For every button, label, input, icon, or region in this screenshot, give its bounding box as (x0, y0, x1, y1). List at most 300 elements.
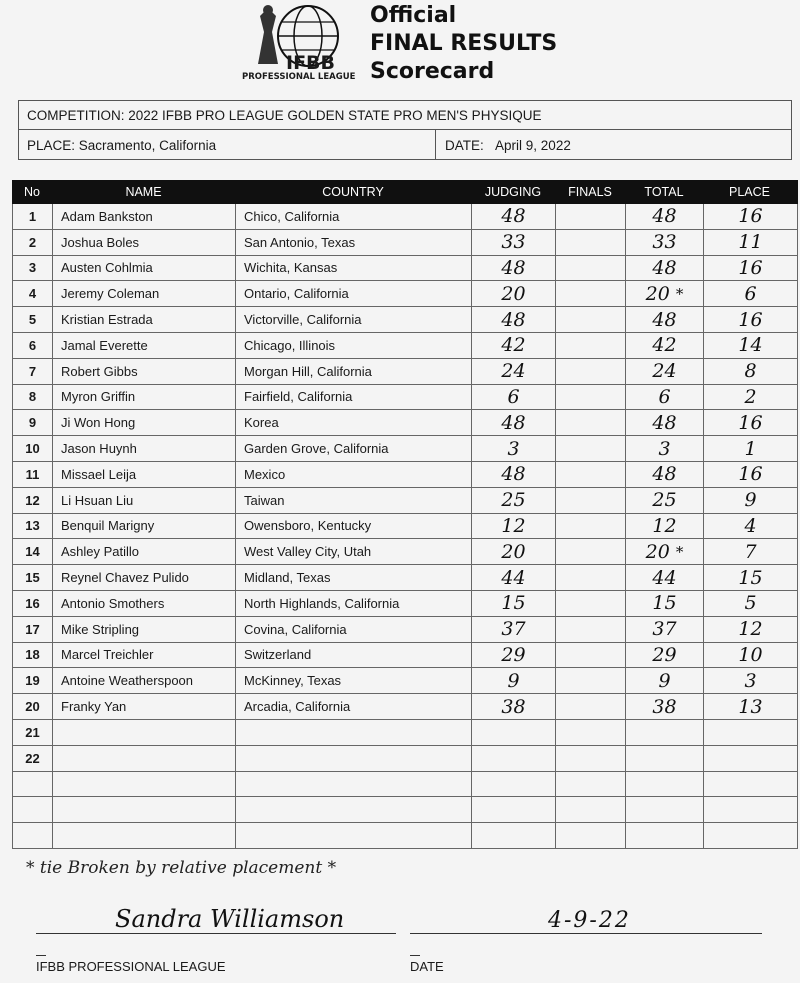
placing (704, 488, 797, 513)
finals-score (556, 823, 626, 848)
judging-score (472, 281, 556, 306)
finals-score (556, 643, 626, 668)
competitor-name-value: Mike Stripling (61, 621, 140, 637)
judging-score (472, 359, 556, 384)
title-line-2: FINAL RESULTS (370, 31, 558, 56)
total-score (626, 385, 704, 410)
competitor-country-value: Midland, Texas (244, 570, 331, 586)
total-score-value: 38 (652, 695, 677, 718)
competitor-country (236, 643, 472, 668)
total-score (626, 539, 704, 564)
placing-value: 16 (738, 205, 763, 228)
row-number (13, 591, 53, 616)
competitor-country (236, 204, 472, 229)
row-number-value: 5 (28, 312, 37, 328)
row-number-value: 2 (28, 234, 37, 250)
total-score (626, 436, 704, 461)
total-score (626, 462, 704, 487)
title-line-3: Scorecard (370, 59, 495, 84)
table-row (13, 359, 797, 385)
competitor-name (53, 565, 236, 590)
total-score-value: 33 (652, 231, 677, 254)
competitor-name-value: Joshua Boles (61, 234, 140, 250)
judging-score (472, 772, 556, 797)
place-value: Sacramento, California (78, 137, 217, 153)
placing (704, 514, 797, 539)
competitor-name (53, 462, 236, 487)
placing-value: 9 (744, 489, 757, 512)
judging-score (472, 307, 556, 332)
competitor-name (53, 643, 236, 668)
row-number (13, 668, 53, 693)
finals-score (556, 410, 626, 435)
row-number-value: 18 (25, 647, 40, 663)
placing-value: 1 (744, 437, 757, 460)
row-number-value: 13 (25, 518, 40, 534)
finals-score (556, 797, 626, 822)
finals-score (556, 514, 626, 539)
competitor-name-value: Reynel Chavez Pulido (61, 570, 189, 586)
place-label: PLACE: (27, 137, 76, 153)
signed-date: 4-9-22 (548, 908, 631, 933)
table-row (13, 720, 797, 746)
competitor-name-value: Ji Won Hong (61, 415, 136, 431)
placing-value: 12 (738, 618, 763, 641)
competitor-country (236, 797, 472, 822)
total-score (626, 746, 704, 771)
competitor-country-value: Chicago, Illinois (244, 337, 336, 353)
judging-score-value: 3 (507, 437, 520, 460)
competitor-name (53, 772, 236, 797)
placing (704, 462, 797, 487)
finals-score (556, 230, 626, 255)
total-score (626, 720, 704, 745)
competitor-name-value: Ashley Patillo (61, 544, 140, 560)
table-row (13, 204, 797, 230)
competitor-name (53, 720, 236, 745)
placing (704, 359, 797, 384)
row-number-value: 12 (25, 492, 40, 508)
col-name: NAME (125, 185, 162, 199)
title-line-1: Official (370, 3, 457, 28)
total-score-value: 44 (652, 566, 677, 589)
row-number (13, 385, 53, 410)
placing (704, 256, 797, 281)
competitor-country-value: Wichita, Kansas (244, 260, 338, 276)
table-row (13, 591, 797, 617)
row-number (13, 488, 53, 513)
row-number (13, 281, 53, 306)
competitor-name (53, 256, 236, 281)
competition-row (19, 101, 791, 130)
row-number (13, 359, 53, 384)
competitor-name-value: Antoine Weatherspoon (61, 673, 194, 689)
competitor-name (53, 591, 236, 616)
finals-score (556, 462, 626, 487)
tie-break-star: * (675, 542, 684, 561)
row-number (13, 514, 53, 539)
competitor-country-value: Fairfield, California (244, 389, 353, 405)
judging-score-value: 6 (507, 385, 520, 408)
competitor-name (53, 204, 236, 229)
row-number-value: 10 (25, 441, 40, 457)
judging-score-value: 15 (501, 592, 526, 615)
competitor-country (236, 539, 472, 564)
judging-score-value: 48 (501, 256, 526, 279)
competitor-name-value: Jason Huynh (61, 441, 137, 457)
judging-score-value: 37 (501, 618, 526, 641)
judging-score (472, 256, 556, 281)
tie-break-star: * (675, 284, 684, 303)
date-divider (435, 130, 436, 160)
competitor-country (236, 823, 472, 848)
total-score (626, 668, 704, 693)
competitor-country-value: Taiwan (244, 492, 285, 508)
judging-score-value: 48 (501, 463, 526, 486)
date-value: April 9, 2022 (495, 137, 571, 153)
table-row (13, 694, 797, 720)
placing (704, 333, 797, 358)
competitor-country-value: Owensboro, Kentucky (244, 518, 372, 534)
total-score-value: 48 (652, 256, 677, 279)
placing-value: 15 (738, 566, 763, 589)
judging-score (472, 643, 556, 668)
placing-value: 5 (744, 592, 757, 615)
judging-score-value: 9 (507, 669, 520, 692)
table-row (13, 539, 797, 565)
competitor-country (236, 720, 472, 745)
placing-value: 16 (738, 308, 763, 331)
row-number-value: 22 (25, 750, 40, 766)
competitor-country (236, 772, 472, 797)
table-row (13, 823, 797, 849)
total-score (626, 204, 704, 229)
finals-score (556, 307, 626, 332)
placing (704, 823, 797, 848)
signature-label-text: IFBB PROFESSIONAL LEAGUE (36, 959, 226, 974)
judging-score (472, 462, 556, 487)
competitor-name-value: Antonio Smothers (61, 595, 165, 611)
table-row (13, 333, 797, 359)
row-number (13, 772, 53, 797)
competitor-country-value: McKinney, Texas (244, 673, 342, 689)
row-number-value: 3 (28, 260, 37, 276)
total-score-value: 20 (645, 282, 670, 305)
placing-value: 10 (738, 643, 763, 666)
total-score-value: 24 (652, 360, 677, 383)
table-row (13, 514, 797, 540)
row-number-value: 6 (28, 337, 37, 353)
competitor-country (236, 385, 472, 410)
row-number-value: 17 (25, 621, 40, 637)
row-number (13, 720, 53, 745)
row-number (13, 539, 53, 564)
table-row (13, 617, 797, 643)
placing (704, 694, 797, 719)
competitor-country (236, 488, 472, 513)
competitor-name-value: Robert Gibbs (61, 363, 138, 379)
row-number-value: 14 (25, 544, 40, 560)
total-score (626, 514, 704, 539)
judging-score-value: 42 (501, 334, 526, 357)
competitor-name (53, 668, 236, 693)
competitor-name (53, 797, 236, 822)
total-score (626, 488, 704, 513)
competitor-name (53, 746, 236, 771)
judging-score (472, 410, 556, 435)
total-score-value: 6 (658, 385, 671, 408)
logo-text: IFBB (286, 52, 336, 74)
scorecard-title (370, 2, 557, 86)
results-table (12, 180, 798, 849)
placing-value: 6 (744, 282, 757, 305)
table-header (12, 180, 798, 204)
competitor-name-value: Myron Griffin (61, 389, 136, 405)
competitor-country (236, 591, 472, 616)
judging-score (472, 746, 556, 771)
competitor-country-value: Switzerland (244, 647, 312, 663)
row-number-value: 4 (28, 286, 37, 302)
finals-score (556, 488, 626, 513)
row-number (13, 823, 53, 848)
judging-score-value: 48 (501, 308, 526, 331)
competitor-country-value: Victorville, California (244, 312, 362, 328)
col-place: PLACE (729, 185, 770, 199)
competitor-country (236, 256, 472, 281)
row-number (13, 410, 53, 435)
total-score (626, 591, 704, 616)
total-score-value: 3 (658, 437, 671, 460)
placing (704, 643, 797, 668)
table-row (13, 385, 797, 411)
competitor-country-value: Chico, California (244, 208, 340, 224)
row-number (13, 565, 53, 590)
total-score (626, 643, 704, 668)
total-score-value: 37 (652, 618, 677, 641)
placing-value: 4 (744, 514, 757, 537)
competition-label: COMPETITION: (27, 107, 125, 123)
placing (704, 410, 797, 435)
judging-score-value: 25 (501, 489, 526, 512)
competitor-name (53, 230, 236, 255)
col-judging: JUDGING (484, 185, 542, 199)
row-number (13, 462, 53, 487)
row-number-value: 16 (25, 595, 40, 611)
row-number-value: 9 (28, 415, 37, 431)
judging-score-value: 38 (501, 695, 526, 718)
finals-score (556, 746, 626, 771)
competitor-name (53, 281, 236, 306)
competitor-country (236, 410, 472, 435)
judging-score (472, 539, 556, 564)
competitor-name (53, 385, 236, 410)
table-row (13, 256, 797, 282)
competitor-name-value: Benquil Marigny (61, 518, 155, 534)
competitor-name (53, 823, 236, 848)
signature-line (36, 933, 396, 934)
total-score-value: 48 (652, 205, 677, 228)
competitor-name-value: Kristian Estrada (61, 312, 153, 328)
finals-score (556, 385, 626, 410)
date-label: DATE: (445, 137, 484, 153)
table-row (13, 772, 797, 798)
judging-score (472, 694, 556, 719)
judging-score (472, 333, 556, 358)
table-row (13, 643, 797, 669)
competitor-name-value: Jeremy Coleman (61, 286, 160, 302)
judging-score (472, 230, 556, 255)
total-score-value: 15 (652, 592, 677, 615)
total-score (626, 823, 704, 848)
competitor-country-value: Ontario, California (244, 286, 349, 302)
placing (704, 668, 797, 693)
place-date-row (19, 130, 791, 160)
row-number (13, 333, 53, 358)
date-line (410, 933, 762, 934)
judging-score-value: 20 (501, 540, 526, 563)
competitor-country (236, 307, 472, 332)
placing (704, 281, 797, 306)
row-number-value: 15 (25, 570, 40, 586)
judging-score (472, 797, 556, 822)
competitor-country-value: Garden Grove, California (244, 441, 389, 457)
judging-score (472, 514, 556, 539)
competitor-country (236, 746, 472, 771)
competitor-country-value: Korea (244, 415, 279, 431)
table-row (13, 230, 797, 256)
competitor-country (236, 359, 472, 384)
total-score (626, 333, 704, 358)
col-no: No (24, 185, 40, 199)
competitor-country-value: Morgan Hill, California (244, 363, 372, 379)
placing (704, 436, 797, 461)
row-number (13, 436, 53, 461)
total-score-value: 48 (652, 463, 677, 486)
judging-score-value: 12 (501, 514, 526, 537)
tie-break-note: * tie Broken by relative placement * (26, 858, 337, 878)
table-row (13, 410, 797, 436)
competitor-country (236, 436, 472, 461)
competitor-country-value: Covina, California (244, 621, 347, 637)
total-score (626, 307, 704, 332)
judging-score (472, 204, 556, 229)
competitor-country (236, 617, 472, 642)
competitor-country (236, 230, 472, 255)
competitor-name (53, 436, 236, 461)
table-row (13, 281, 797, 307)
competitor-country-value: Arcadia, California (244, 699, 351, 715)
competitor-name (53, 410, 236, 435)
total-score (626, 410, 704, 435)
row-number (13, 643, 53, 668)
placing (704, 565, 797, 590)
ifbb-logo (238, 2, 366, 82)
placing-value: 14 (738, 334, 763, 357)
competitor-name-value: Austen Cohlmia (61, 260, 153, 276)
total-score-value: 48 (652, 411, 677, 434)
placing-value: 3 (744, 669, 757, 692)
finals-score (556, 359, 626, 384)
placing-value: 16 (738, 411, 763, 434)
total-score-value: 48 (652, 308, 677, 331)
competition-info-box (18, 100, 792, 160)
total-score-value: 25 (652, 489, 677, 512)
table-row (13, 307, 797, 333)
placing (704, 385, 797, 410)
row-number-value: 21 (25, 724, 40, 740)
finals-score (556, 333, 626, 358)
row-number-value: 1 (28, 208, 37, 224)
judging-score (472, 823, 556, 848)
placing-value: 16 (738, 463, 763, 486)
total-score (626, 797, 704, 822)
competitor-country-value: San Antonio, Texas (244, 234, 356, 250)
competitor-country (236, 514, 472, 539)
placing (704, 539, 797, 564)
finals-score (556, 204, 626, 229)
placing (704, 720, 797, 745)
placing (704, 230, 797, 255)
placing-value: 11 (738, 231, 763, 254)
row-number-value: 8 (28, 389, 37, 405)
placing-value: 7 (744, 540, 757, 563)
competitor-country (236, 668, 472, 693)
total-score (626, 617, 704, 642)
total-score-value: 42 (652, 334, 677, 357)
competitor-name (53, 488, 236, 513)
judging-score-value: 24 (501, 360, 526, 383)
competitor-country-value: West Valley City, Utah (244, 544, 372, 560)
competitor-name (53, 514, 236, 539)
date-line-label (410, 955, 444, 974)
finals-score (556, 565, 626, 590)
competitor-country-value: North Highlands, California (244, 595, 400, 611)
competitor-name-value: Jamal Everette (61, 337, 148, 353)
total-score (626, 772, 704, 797)
col-total: TOTAL (644, 185, 684, 199)
row-number (13, 256, 53, 281)
total-score (626, 281, 704, 306)
total-score (626, 230, 704, 255)
judging-score-value: 29 (501, 643, 526, 666)
total-score (626, 256, 704, 281)
total-score-value: 12 (652, 514, 677, 537)
placing (704, 797, 797, 822)
table-row (13, 565, 797, 591)
judging-score (472, 565, 556, 590)
placing (704, 617, 797, 642)
judging-score-value: 48 (501, 205, 526, 228)
total-score (626, 565, 704, 590)
competitor-country (236, 565, 472, 590)
competitor-name-value: Li Hsuan Liu (61, 492, 134, 508)
row-number (13, 617, 53, 642)
date-line-label-text: DATE (410, 959, 444, 974)
placing (704, 772, 797, 797)
competitor-name-value: Missael Leija (61, 466, 137, 482)
total-score (626, 359, 704, 384)
finals-score (556, 772, 626, 797)
judging-score (472, 488, 556, 513)
table-row (13, 488, 797, 514)
competitor-name (53, 359, 236, 384)
judging-score (472, 617, 556, 642)
row-number (13, 230, 53, 255)
finals-score (556, 281, 626, 306)
competition-value: 2022 IFBB PRO LEAGUE GOLDEN STATE PRO MEN'S PHYSIQUE (128, 107, 542, 123)
placing (704, 746, 797, 771)
placing-value: 13 (738, 695, 763, 718)
